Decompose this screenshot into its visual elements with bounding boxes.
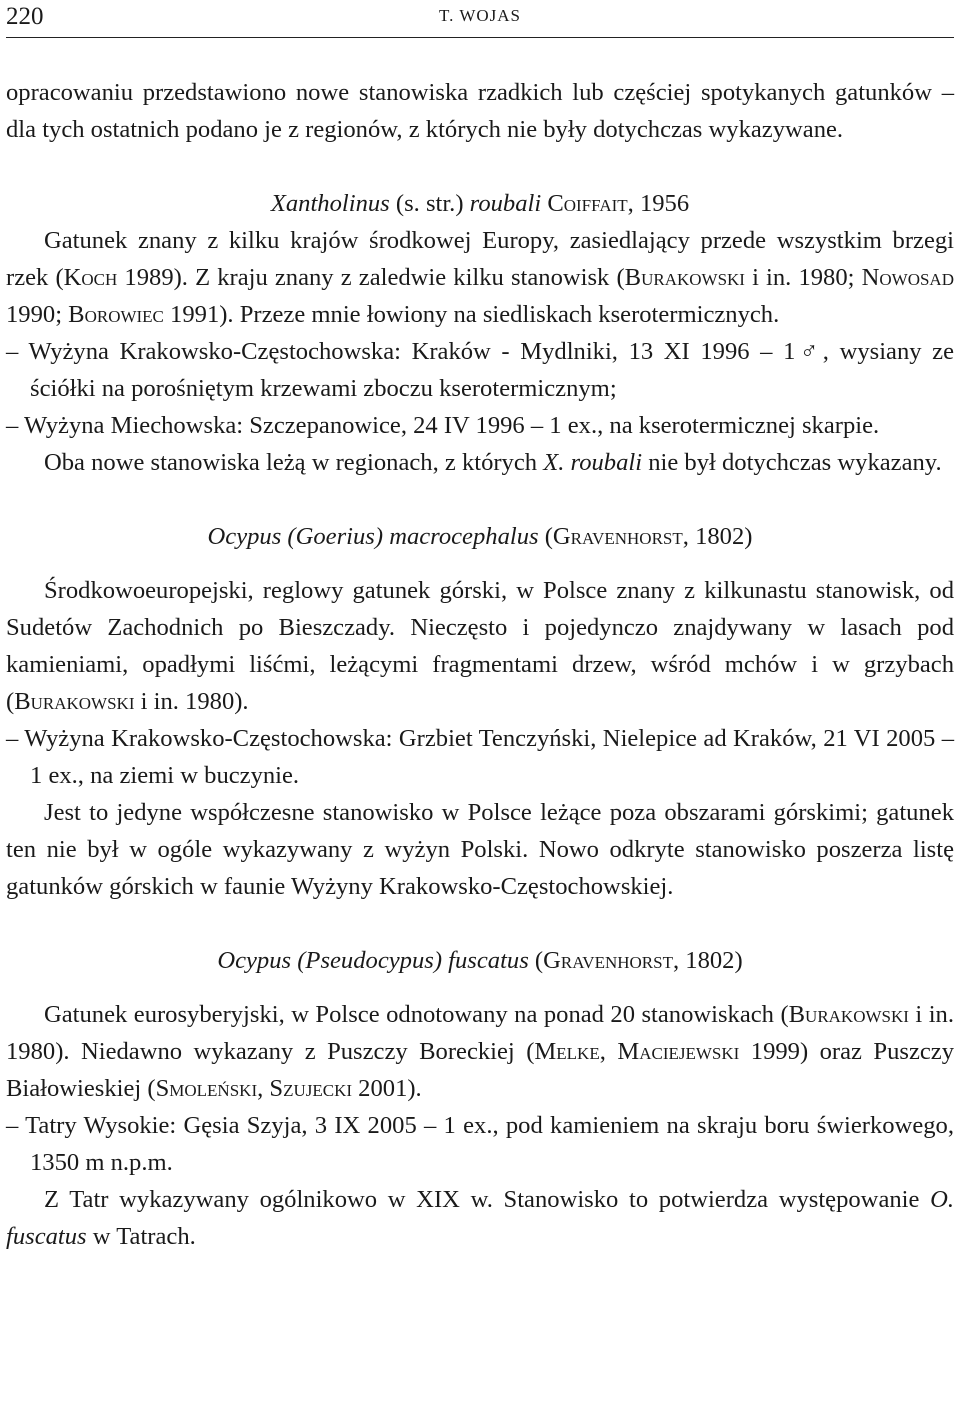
author-year: , 1956: [627, 190, 690, 217]
cited-author: Koch: [63, 264, 118, 291]
text-run: 1999) oraz Puszczy Białowieskiej (: [6, 1038, 955, 1102]
species-comment: [6, 1181, 954, 1255]
species-comment: [6, 444, 954, 481]
cited-author: Nowosad: [861, 264, 954, 291]
author-name: Gravenhorst: [543, 947, 673, 974]
cited-author: Smoleński: [155, 1075, 258, 1102]
text-run: 1991). Przeze mnie łowiony na siedliskach kserotermicznych.: [163, 301, 780, 328]
cited-author: Borowiec: [68, 301, 164, 328]
author-name: Coiffait: [547, 190, 628, 217]
text-run: Środkowoeuropejski, reglowy gatunek górski, w Polsce znany z kilkunastu stanowisk, od Sudetów Zachodnich po Bieszczady. Nieczęsto i pojedynczo znajdywany w lasach pod kamieniami, opadłymi liśćmi, leżącymi fragmentami drzew, wśród mchów i w grzybach (: [6, 577, 954, 715]
text-run: ,: [599, 1038, 618, 1065]
species-section-ocypus-macrocephalus: [6, 518, 954, 905]
text-run: 1989). Z kraju znany z zaledwie kilku stanowisk (: [117, 264, 625, 291]
text-run: Z Tatr wykazywany ogólnikowo w XIX w. Stanowisko to potwierdza występowanie: [44, 1186, 931, 1213]
cited-author: Maciejewski: [617, 1038, 740, 1065]
species-epithet: roubali: [469, 190, 542, 217]
species-description: [6, 222, 954, 333]
species-description: [6, 572, 954, 720]
article-body: [6, 74, 954, 1255]
heading-paren: (: [538, 523, 553, 550]
running-header: [6, 0, 954, 38]
spacer: [6, 979, 954, 996]
text-run: Oba nowe stanowiska leżą w regionach, z których: [44, 449, 544, 476]
subgenus: (s. str.): [389, 190, 464, 217]
text-run: 2001).: [352, 1075, 422, 1102]
spacer: [6, 905, 954, 942]
species-heading: [6, 942, 954, 979]
page: [6, 0, 954, 1255]
intro-paragraph: opracowaniu przedstawiono nowe stanowiska rzadkich lub częściej spotykanych gatunków – dla tych ostatnich podano je z regionów, z których nie były dotychczas wykazywane.: [6, 79, 954, 143]
species-name: Ocypus (Goerius) macrocephalus: [207, 523, 539, 550]
spacer: [6, 148, 954, 185]
species-heading: [6, 185, 954, 222]
species-name-inline: O. fuscatus: [6, 1186, 954, 1250]
locality-record: – Wyżyna Krakowsko-Częstochowska: Kraków - Mydlniki, 13 XI 1996 – 1♂, wysiany ze ściółki na porośniętym krzewami zboczu kserotermicznym;: [6, 338, 954, 402]
cited-author: Burakowski: [788, 1001, 909, 1028]
cited-author: Szujecki: [269, 1075, 353, 1102]
text-run: nie był dotychczas wykazany.: [642, 449, 942, 476]
text-run: w Tatrach.: [86, 1223, 196, 1250]
locality-record: – Wyżyna Krakowsko-Częstochowska: Grzbiet Tenczyński, Nielepice ad Kraków, 21 VI 2005 – 1 ex., na ziemi w buczynie.: [6, 725, 954, 789]
text-run: i in. 1980;: [744, 264, 862, 291]
spacer: [6, 481, 954, 518]
cited-author: Burakowski: [624, 264, 745, 291]
species-description: [6, 996, 954, 1107]
text-run: Gatunek znany z kilku krajów środkowej Europy, zasiedlający przede wszystkim brzegi rzek (: [6, 227, 954, 291]
species-name-inline: X. roubali: [543, 449, 643, 476]
genus-name: Xantholinus: [270, 190, 390, 217]
author-year: , 1802): [682, 523, 753, 550]
running-head-author: T. WOJAS: [439, 6, 521, 25]
text-run: i in. 1980). Niedawno wykazany z Puszczy Boreckiej (: [6, 1001, 954, 1065]
text-run: Gatunek eurosyberyjski, w Polsce odnotowany na ponad 20 stanowiskach (: [44, 1001, 789, 1028]
species-section-ocypus-fuscatus: [6, 942, 954, 1255]
text-run: 1990;: [6, 301, 69, 328]
text-run: i in. 1980).: [134, 688, 249, 715]
species-section-xantholinus-roubali: [6, 185, 954, 481]
cited-author: Melke: [534, 1038, 600, 1065]
text-run: ,: [257, 1075, 270, 1102]
species-heading: [6, 518, 954, 555]
locality-record: – Tatry Wysokie: Gęsia Szyja, 3 IX 2005 – 1 ex., pod kamieniem na skraju boru świerkowego, 1350 m n.p.m.: [6, 1112, 954, 1176]
spacer: [6, 555, 954, 572]
page-number: 220: [6, 3, 44, 30]
species-comment: Jest to jedyne współczesne stanowisko w Polsce leżące poza obszarami górskimi; gatunek ten nie był w ogóle wykazywany z wyżyn Polski. Nowo odkryte stanowisko poszerza listę gatunków górskich w faunie Wyżyny Krakowsko-Częstochowskiej.: [6, 799, 954, 900]
author-year: , 1802): [672, 947, 743, 974]
locality-record: – Wyżyna Miechowska: Szczepanowice, 24 IV 1996 – 1 ex., na kserotermicznej skarpie.: [6, 412, 880, 439]
species-name: Ocypus (Pseudocypus) fuscatus: [217, 947, 529, 974]
heading-paren: (: [528, 947, 544, 974]
cited-author: Burakowski: [14, 688, 135, 715]
author-name: Gravenhorst: [552, 523, 683, 550]
